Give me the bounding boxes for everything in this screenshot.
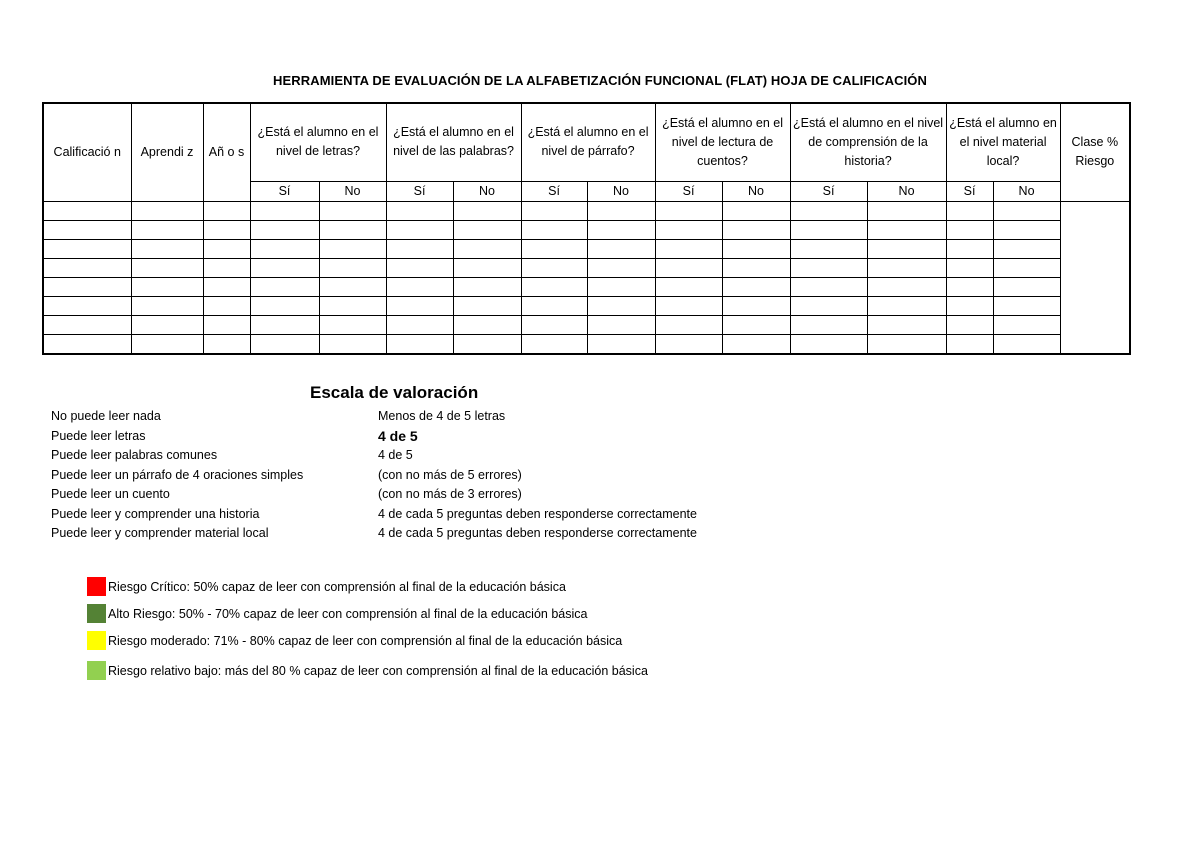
table-cell[interactable] (946, 201, 993, 220)
table-cell[interactable] (250, 277, 319, 296)
table-cell[interactable] (521, 258, 587, 277)
scale-level: Puede leer letras (51, 428, 146, 443)
table-cell[interactable] (867, 277, 946, 296)
header-q-letras: ¿Está el alumno en el nivel de letras? (250, 103, 386, 181)
table-cell[interactable] (250, 315, 319, 334)
table-cell[interactable] (386, 334, 453, 354)
header-q-historia: ¿Está el alumno en el nivel de comprensión de la historia? (790, 103, 946, 181)
table-row (43, 220, 1130, 239)
table-row (43, 201, 1130, 220)
table-cell[interactable] (203, 334, 250, 354)
table-cell[interactable] (319, 239, 386, 258)
table-cell[interactable] (453, 201, 521, 220)
table-cell[interactable] (319, 315, 386, 334)
table-cell[interactable] (655, 334, 722, 354)
table-cell[interactable] (655, 296, 722, 315)
table-cell[interactable] (521, 201, 587, 220)
table-cell[interactable] (722, 239, 790, 258)
table-cell[interactable] (867, 220, 946, 239)
header-q-palabras: ¿Está el alumno en el nivel de las palabras? (386, 103, 521, 181)
table-cell[interactable] (131, 258, 203, 277)
table-cell[interactable] (993, 220, 1060, 239)
legend-swatch (87, 661, 106, 680)
subheader-si: Sí (250, 181, 319, 201)
table-cell[interactable] (250, 239, 319, 258)
header-q-cuentos: ¿Está el alumno en el nivel de lectura de cuentos? (655, 103, 790, 181)
table-cell[interactable] (790, 239, 867, 258)
table-row (43, 315, 1130, 334)
table-cell[interactable] (521, 220, 587, 239)
header-q-material: ¿Está el alumno en el nivel material local? (946, 103, 1060, 181)
table-cell[interactable] (722, 334, 790, 354)
table-cell[interactable] (43, 239, 131, 258)
subheader-si: Sí (521, 181, 587, 201)
table-cell[interactable] (386, 315, 453, 334)
table-cell[interactable] (203, 239, 250, 258)
legend-item (87, 577, 566, 596)
table-cell[interactable] (453, 277, 521, 296)
table-cell[interactable] (319, 220, 386, 239)
table-cell[interactable] (587, 334, 655, 354)
table-cell[interactable] (790, 277, 867, 296)
header-calificacion: Calificació n (43, 103, 131, 201)
subheader-si: Sí (386, 181, 453, 201)
table-cell[interactable] (722, 201, 790, 220)
table-cell[interactable] (993, 296, 1060, 315)
table-cell[interactable] (386, 220, 453, 239)
scale-criterion: 4 de 5 (378, 427, 418, 444)
table-cell[interactable] (587, 201, 655, 220)
scale-criterion: (con no más de 5 errores) (378, 467, 522, 482)
table-cell[interactable] (722, 277, 790, 296)
table-cell[interactable] (319, 277, 386, 296)
table-row (43, 296, 1130, 315)
scale-level: No puede leer nada (51, 409, 161, 423)
table-cell[interactable] (790, 201, 867, 220)
table-row (43, 334, 1130, 354)
table-cell[interactable] (521, 239, 587, 258)
scale-level: Puede leer y comprender una historia (51, 506, 260, 521)
table-cell[interactable] (386, 296, 453, 315)
table-cell[interactable] (655, 220, 722, 239)
table-cell[interactable] (319, 201, 386, 220)
table-cell[interactable] (587, 239, 655, 258)
scale-criteria (378, 407, 697, 544)
table-cell[interactable] (655, 277, 722, 296)
scale-level: Puede leer palabras comunes (51, 448, 218, 462)
table-cell[interactable] (993, 334, 1060, 354)
table-cell[interactable] (655, 201, 722, 220)
table-cell[interactable] (655, 258, 722, 277)
table-row (43, 258, 1130, 277)
table-cell[interactable] (131, 334, 203, 354)
table-cell[interactable] (790, 296, 867, 315)
subheader-si: Sí (946, 181, 993, 201)
table-cell[interactable] (43, 258, 131, 277)
table-cell[interactable] (453, 315, 521, 334)
table-cell[interactable] (722, 315, 790, 334)
table-cell[interactable] (946, 258, 993, 277)
table-cell[interactable] (453, 334, 521, 354)
table-cell[interactable] (993, 201, 1060, 220)
table-cell[interactable] (453, 239, 521, 258)
table-cell[interactable] (131, 315, 203, 334)
subheader-no: No (867, 181, 946, 201)
table-cell[interactable] (867, 315, 946, 334)
subheader-si: Sí (655, 181, 722, 201)
table-cell[interactable] (453, 296, 521, 315)
table-cell[interactable] (386, 258, 453, 277)
subheader-no: No (587, 181, 655, 201)
header-anos: Añ o s (203, 103, 250, 201)
table-cell[interactable] (453, 220, 521, 239)
legend-item (87, 631, 622, 650)
table-cell[interactable] (587, 277, 655, 296)
table-cell[interactable] (867, 239, 946, 258)
table-cell[interactable] (790, 220, 867, 239)
table-cell[interactable] (43, 220, 131, 239)
legend-swatch (87, 604, 106, 623)
table-cell[interactable] (131, 296, 203, 315)
subheader-no: No (722, 181, 790, 201)
table-cell[interactable] (587, 258, 655, 277)
table-cell[interactable] (993, 239, 1060, 258)
page-title: HERRAMIENTA DE EVALUACIÓN DE LA ALFABETIZACIÓN FUNCIONAL (FLAT) HOJA DE CALIFICACIÓN (272, 73, 928, 88)
table-cell[interactable] (319, 296, 386, 315)
scale-heading: Escala de valoración (310, 383, 479, 402)
table-cell[interactable] (655, 315, 722, 334)
table-cell[interactable] (722, 220, 790, 239)
table-cell[interactable] (386, 239, 453, 258)
scale-criterion: 4 de cada 5 preguntas deben responderse correctamente (378, 506, 697, 521)
table-cell[interactable] (946, 277, 993, 296)
table-cell[interactable] (867, 201, 946, 220)
table-cell[interactable] (250, 201, 319, 220)
scale-levels (51, 407, 303, 544)
legend-item (87, 661, 648, 680)
scale-level: Puede leer un párrafo de 4 oraciones simples (51, 467, 304, 482)
subheader-no: No (453, 181, 521, 201)
legend-swatch (87, 631, 106, 650)
table-cell[interactable] (386, 277, 453, 296)
table-cell[interactable] (946, 239, 993, 258)
table-cell[interactable] (131, 239, 203, 258)
table-cell[interactable] (250, 296, 319, 315)
scale-criterion: 4 de cada 5 preguntas deben responderse correctamente (378, 526, 697, 540)
table-cell[interactable] (521, 315, 587, 334)
table-cell[interactable] (250, 220, 319, 239)
table-cell[interactable] (386, 201, 453, 220)
table-cell[interactable] (521, 334, 587, 354)
scale-level: Puede leer un cuento (51, 487, 170, 501)
table-cell[interactable] (946, 315, 993, 334)
legend-text: Riesgo relativo bajo: más del 80 % capaz de leer con comprensión al final de la educación básica (108, 663, 648, 678)
table-row (43, 239, 1130, 258)
scale-criterion: Menos de 4 de 5 letras (378, 409, 506, 423)
table-cell[interactable] (587, 296, 655, 315)
table-cell[interactable] (131, 220, 203, 239)
scale-criterion: (con no más de 3 errores) (378, 487, 522, 501)
table-cell[interactable] (993, 258, 1060, 277)
legend-text: Riesgo moderado: 71% - 80% capaz de leer con comprensión al final de la educación básica (108, 633, 623, 648)
legend-text: Riesgo Crítico: 50% capaz de leer con comprensión al final de la educación básica (108, 579, 566, 594)
table-cell[interactable] (521, 296, 587, 315)
table-cell[interactable] (203, 258, 250, 277)
table-cell[interactable] (203, 277, 250, 296)
table-cell[interactable] (993, 277, 1060, 296)
table-cell[interactable] (43, 334, 131, 354)
subheader-no: No (993, 181, 1060, 201)
table-cell[interactable] (43, 201, 131, 220)
table-cell[interactable] (790, 258, 867, 277)
header-clase-riesgo: Clase % Riesgo (1060, 103, 1130, 201)
legend-swatch (87, 577, 106, 596)
table-cell[interactable] (203, 220, 250, 239)
table-cell[interactable] (587, 220, 655, 239)
table-cell[interactable] (722, 258, 790, 277)
table-cell[interactable] (867, 296, 946, 315)
table-cell[interactable] (946, 296, 993, 315)
table-cell[interactable] (250, 334, 319, 354)
table-cell[interactable] (946, 334, 993, 354)
table-cell[interactable] (655, 239, 722, 258)
table-cell[interactable] (867, 258, 946, 277)
header-aprendiz: Aprendi z (131, 103, 203, 201)
table-cell[interactable] (203, 315, 250, 334)
clase-riesgo-cell[interactable] (1060, 201, 1130, 354)
table-cell[interactable] (722, 296, 790, 315)
table-cell[interactable] (587, 315, 655, 334)
table-row (43, 277, 1130, 296)
subheader-si: Sí (790, 181, 867, 201)
table-cell[interactable] (453, 258, 521, 277)
table-cell[interactable] (203, 296, 250, 315)
table-cell[interactable] (131, 277, 203, 296)
table-cell[interactable] (43, 277, 131, 296)
table-cell[interactable] (867, 334, 946, 354)
table-cell[interactable] (946, 220, 993, 239)
table-cell[interactable] (521, 277, 587, 296)
subheader-no: No (319, 181, 386, 201)
score-table (42, 102, 1131, 355)
table-cell[interactable] (319, 258, 386, 277)
table-cell[interactable] (250, 258, 319, 277)
table-cell[interactable] (203, 201, 250, 220)
table-cell[interactable] (790, 315, 867, 334)
table-cell[interactable] (993, 315, 1060, 334)
table-cell[interactable] (43, 296, 131, 315)
table-cell[interactable] (43, 315, 131, 334)
table-cell[interactable] (790, 334, 867, 354)
legend-text: Alto Riesgo: 50% - 70% capaz de leer con comprensión al final de la educación básica (108, 606, 588, 621)
table-cell[interactable] (319, 334, 386, 354)
table-cell[interactable] (131, 201, 203, 220)
legend-item (87, 604, 587, 623)
scale-criterion: 4 de 5 (378, 448, 413, 462)
scale-level: Puede leer y comprender material local (51, 526, 269, 540)
header-q-parrafo: ¿Está el alumno en el nivel de párrafo? (521, 103, 655, 181)
